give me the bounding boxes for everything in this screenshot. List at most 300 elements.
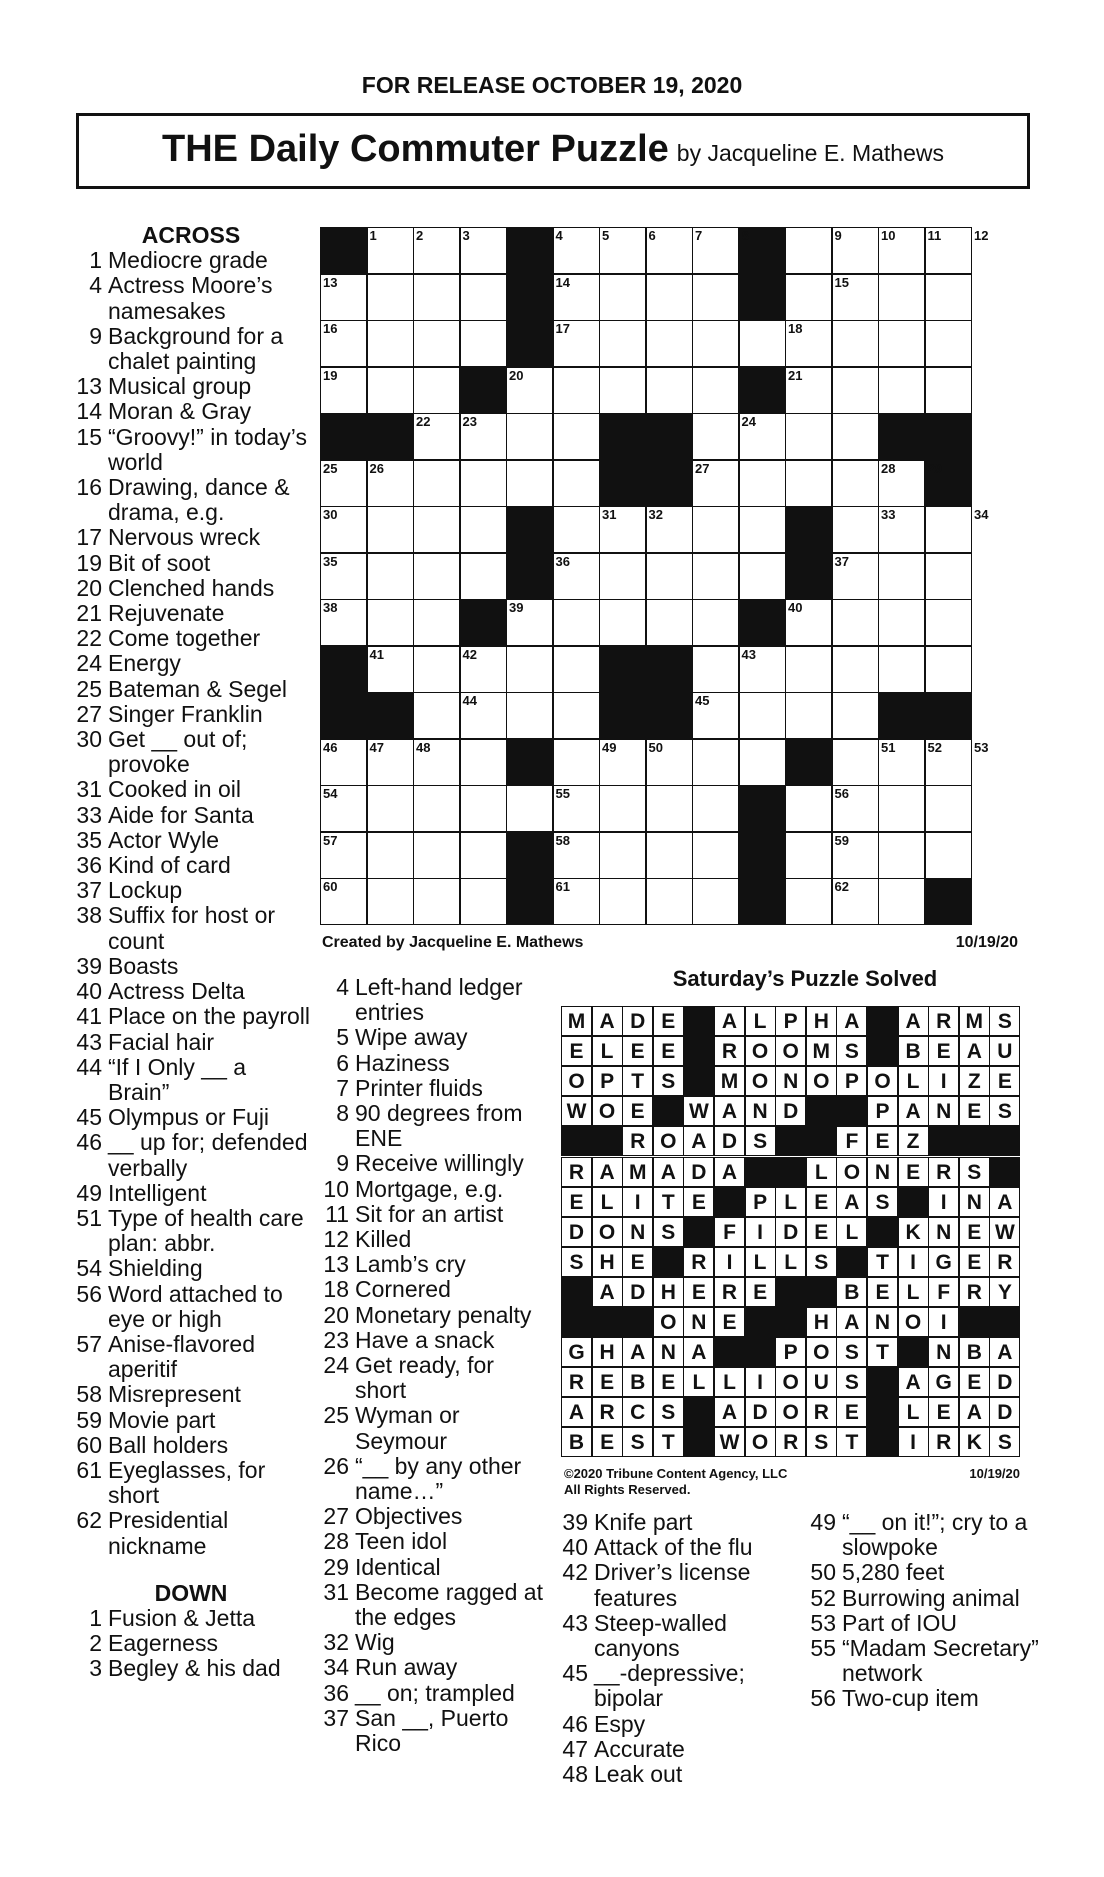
grid-cell[interactable]: [599, 878, 646, 925]
cell-number: 24: [741, 414, 756, 429]
grid-cell[interactable]: [878, 599, 925, 646]
solution-cell: B: [959, 1337, 990, 1367]
black-square: [320, 692, 367, 739]
solution-cell: H: [592, 1337, 623, 1367]
grid-cell[interactable]: [413, 646, 460, 693]
solution-black-square: [775, 1307, 806, 1337]
grid-cell[interactable]: [832, 460, 879, 507]
grid-cell[interactable]: [878, 646, 925, 693]
grid-cell[interactable]: [460, 506, 507, 553]
solution-cell: W: [714, 1427, 745, 1457]
solution-black-square: [714, 1337, 745, 1367]
grid-cell[interactable]: [646, 320, 693, 367]
solution-black-square: [867, 1427, 898, 1457]
grid-cell[interactable]: [599, 785, 646, 832]
solution-cell: E: [806, 1187, 837, 1217]
black-square: [599, 692, 646, 739]
across-clue: [72, 979, 310, 1004]
clue-text: Clenched hands: [108, 574, 275, 601]
grid-cell[interactable]: [925, 646, 972, 693]
cell-number: 55: [555, 786, 570, 801]
solution-cell: E: [592, 1367, 623, 1397]
solution-cell: R: [928, 1006, 959, 1036]
grid-cell[interactable]: [646, 599, 693, 646]
black-square: [506, 832, 553, 879]
grid-cell[interactable]: [367, 785, 414, 832]
clue-number: 40: [76, 978, 102, 1005]
black-square: [739, 832, 786, 879]
solution-cell: L: [775, 1247, 806, 1277]
grid-cell[interactable]: [785, 227, 832, 274]
solution-black-square: [775, 1157, 806, 1187]
solution-cell: K: [898, 1217, 929, 1247]
solution-cell: N: [959, 1187, 990, 1217]
across-clue: [72, 727, 310, 777]
grid-cell[interactable]: [413, 599, 460, 646]
clue-number: 13: [323, 1251, 349, 1278]
down-clue: [802, 1586, 1052, 1611]
solution-black-square: [806, 1277, 837, 1307]
across-clue: [72, 273, 310, 323]
grid-cell[interactable]: [460, 460, 507, 507]
solution-cell: N: [622, 1217, 653, 1247]
grid-cell[interactable]: [599, 553, 646, 600]
cell-number: 39: [509, 600, 524, 615]
clue-text: Actress Delta: [108, 978, 245, 1005]
grid-cell[interactable]: [460, 785, 507, 832]
grid-cell[interactable]: [692, 274, 739, 321]
down-clue: [319, 1252, 549, 1277]
across-clue: [72, 903, 310, 953]
grid-cell[interactable]: [599, 274, 646, 321]
grid-cell[interactable]: [925, 785, 972, 832]
black-square: [739, 785, 786, 832]
clue-number: 40: [562, 1534, 588, 1561]
clue-number: 54: [76, 1255, 102, 1282]
cell-number: 14: [555, 274, 570, 290]
grid-cell[interactable]: [413, 274, 460, 321]
cell-number: 59: [834, 832, 849, 848]
solution-cell: E: [745, 1277, 776, 1307]
grid-cell[interactable]: [646, 785, 693, 832]
clue-text: Wipe away: [355, 1024, 468, 1051]
down-clue: [558, 1762, 796, 1787]
across-clue: [72, 1382, 310, 1407]
across-clue: [72, 475, 310, 525]
clue-text: Cornered: [355, 1276, 451, 1303]
grid-cell[interactable]: [739, 460, 786, 507]
clue-text: “__ by any other name…”: [355, 1452, 522, 1505]
grid-cell[interactable]: [925, 367, 972, 414]
solution-cell: D: [683, 1157, 714, 1187]
cell-number: 26: [369, 460, 384, 476]
grid-cell[interactable]: [460, 320, 507, 367]
clue-number: 61: [76, 1456, 102, 1483]
black-square: [506, 739, 553, 786]
cell-number: 40: [788, 600, 803, 615]
clue-text: Steep-walled canyons: [594, 1609, 727, 1662]
down-clue: [72, 1606, 310, 1631]
clue-number: 39: [76, 952, 102, 979]
grid-cell[interactable]: [692, 553, 739, 600]
grid-cell[interactable]: [692, 785, 739, 832]
copyright-line-1: ©2020 Tribune Content Agency, LLC: [564, 1466, 788, 1481]
grid-cell[interactable]: [460, 739, 507, 786]
grid-cell[interactable]: [367, 506, 414, 553]
grid-cell[interactable]: [692, 320, 739, 367]
grid-cell[interactable]: [785, 785, 832, 832]
clue-number: 31: [323, 1578, 349, 1605]
clue-text: Receive willingly: [355, 1150, 524, 1177]
clue-text: Left-hand ledger entries: [355, 974, 523, 1026]
solution-cell: R: [806, 1397, 837, 1427]
grid-cell[interactable]: [739, 506, 786, 553]
grid-cell[interactable]: [692, 646, 739, 693]
grid-cell[interactable]: [692, 599, 739, 646]
clue-number: 22: [76, 625, 102, 652]
solution-cell: I: [745, 1217, 776, 1247]
black-square: [646, 413, 693, 460]
clue-number: 7: [336, 1074, 349, 1101]
grid-cell[interactable]: [785, 413, 832, 460]
down-clue: [319, 975, 549, 1025]
grid-cell[interactable]: [739, 553, 786, 600]
grid-cell[interactable]: [832, 320, 879, 367]
grid-cell[interactable]: [646, 878, 693, 925]
clue-text: Movie part: [108, 1406, 216, 1433]
grid-cell[interactable]: [413, 506, 460, 553]
grid-cell[interactable]: [367, 274, 414, 321]
grid-cell[interactable]: [553, 599, 600, 646]
clue-number: 35: [76, 826, 102, 853]
cell-number: 20: [509, 367, 524, 383]
solution-cell: R: [928, 1157, 959, 1187]
solution-cell: N: [928, 1096, 959, 1126]
grid-cell[interactable]: [692, 832, 739, 879]
clue-text: Espy: [594, 1710, 646, 1737]
black-square: [646, 460, 693, 507]
clue-number: 49: [810, 1509, 836, 1535]
solution-cell: G: [928, 1367, 959, 1397]
grid-cell[interactable]: [878, 878, 925, 925]
down-clue: [319, 1454, 549, 1504]
grid-cell[interactable]: [692, 506, 739, 553]
black-square: [506, 227, 553, 274]
clue-text: Come together: [108, 625, 261, 652]
grid-cell[interactable]: [832, 599, 879, 646]
solution-cell: R: [775, 1427, 806, 1457]
grid-cell[interactable]: [925, 274, 972, 321]
grid-cell[interactable]: [692, 878, 739, 925]
solution-cell: P: [775, 1006, 806, 1036]
solution-cell: O: [775, 1367, 806, 1397]
down-clue: [319, 1504, 549, 1529]
grid-cell[interactable]: [553, 367, 600, 414]
cell-number: 43: [741, 646, 756, 662]
solution-cell: T: [653, 1427, 684, 1457]
solution-cell: O: [653, 1126, 684, 1156]
solution-cell: F: [836, 1126, 867, 1156]
clue-number: 27: [76, 700, 102, 727]
grid-cell[interactable]: [832, 506, 879, 553]
grid-cell[interactable]: [413, 832, 460, 879]
grid-cell[interactable]: [506, 785, 553, 832]
across-clue: [72, 1105, 310, 1130]
byline: by Jacqueline E. Mathews: [676, 140, 944, 166]
solution-cell: A: [836, 1187, 867, 1217]
cell-number: 3: [462, 228, 470, 243]
across-clue: [72, 576, 310, 601]
down-clue: [802, 1510, 1052, 1560]
cell-number: 48: [416, 739, 431, 755]
cell-number: 50: [648, 739, 663, 755]
clue-number: 36: [76, 852, 102, 879]
grid-cell[interactable]: [413, 878, 460, 925]
solution-cell: T: [867, 1247, 898, 1277]
solution-cell: O: [745, 1036, 776, 1066]
solution-cell: Z: [959, 1066, 990, 1096]
down-clue: [802, 1611, 1052, 1636]
grid-cell[interactable]: [692, 413, 739, 460]
across-clue: [72, 1508, 310, 1558]
solution-cell: E: [959, 1247, 990, 1277]
grid-cell[interactable]: [506, 646, 553, 693]
grid-cell[interactable]: [553, 413, 600, 460]
clue-number: 46: [76, 1129, 102, 1156]
grid-cell[interactable]: [646, 832, 693, 879]
solution-cell: E: [806, 1217, 837, 1247]
clue-text: Printer fluids: [355, 1074, 483, 1101]
solution-cell: E: [959, 1217, 990, 1247]
clue-text: Type of health care plan: abbr.: [108, 1204, 304, 1257]
grid-cell[interactable]: [413, 367, 460, 414]
grid-cell[interactable]: [367, 367, 414, 414]
grid-cell[interactable]: [553, 646, 600, 693]
grid-cell[interactable]: [785, 832, 832, 879]
clue-number: 1: [89, 247, 102, 274]
cell-number: 4: [555, 228, 563, 243]
grid-cell[interactable]: [646, 367, 693, 414]
grid-cell[interactable]: [367, 832, 414, 879]
clue-number: 43: [562, 1609, 588, 1636]
down-clue: [319, 1328, 549, 1353]
grid-cell[interactable]: [506, 692, 553, 739]
grid-cell[interactable]: [506, 460, 553, 507]
clue-number: 28: [323, 1528, 349, 1555]
grid-cell[interactable]: [599, 320, 646, 367]
solution-cell: A: [989, 1187, 1020, 1217]
grid-cell[interactable]: [553, 739, 600, 786]
grid-cell[interactable]: [367, 320, 414, 367]
grid-cell[interactable]: [925, 599, 972, 646]
grid-cell[interactable]: [460, 878, 507, 925]
grid-cell[interactable]: [925, 832, 972, 879]
down-clue: [319, 1555, 549, 1580]
solution-cell: W: [561, 1096, 592, 1126]
down-clue: [319, 1025, 549, 1050]
down-clue: [319, 1202, 549, 1227]
grid-cell[interactable]: [925, 320, 972, 367]
clue-text: Background for a chalet painting: [108, 322, 284, 375]
copyright: [564, 1466, 787, 1498]
clue-number: 12: [323, 1226, 349, 1253]
grid-cell[interactable]: [832, 739, 879, 786]
clue-number: 42: [562, 1559, 588, 1586]
grid-cell[interactable]: [878, 274, 925, 321]
grid-cell[interactable]: [553, 506, 600, 553]
solution-black-square: [806, 1126, 837, 1156]
grid-cell[interactable]: [413, 320, 460, 367]
grid-cell[interactable]: [878, 785, 925, 832]
across-clue: [72, 399, 310, 424]
grid-cell[interactable]: [739, 692, 786, 739]
grid-cell[interactable]: [925, 553, 972, 600]
solution-cell: H: [653, 1277, 684, 1307]
down-clue: [319, 1227, 549, 1252]
solution-black-square: [775, 1126, 806, 1156]
solution-black-square: [989, 1157, 1020, 1187]
solution-cell: N: [928, 1217, 959, 1247]
across-clue: [72, 324, 310, 374]
solution-cell: E: [561, 1036, 592, 1066]
grid-cell[interactable]: [367, 599, 414, 646]
solution-black-square: [836, 1096, 867, 1126]
cell-number: 34: [974, 507, 989, 522]
clue-text: Eyeglasses, for short: [108, 1456, 266, 1509]
grid-cell[interactable]: [646, 274, 693, 321]
cell-number: 27: [695, 460, 710, 476]
grid-cell[interactable]: [692, 367, 739, 414]
grid-cell[interactable]: [413, 692, 460, 739]
clue-text: Get __ out of; provoke: [108, 726, 248, 778]
solution-cell: N: [775, 1066, 806, 1096]
grid-cell[interactable]: [878, 553, 925, 600]
grid-cell[interactable]: [553, 460, 600, 507]
grid-cell[interactable]: [646, 553, 693, 600]
grid-cell[interactable]: [460, 553, 507, 600]
clue-text: Rejuvenate: [108, 600, 225, 627]
clue-text: Identical: [355, 1553, 441, 1580]
solution-cell: E: [959, 1096, 990, 1126]
clue-number: 24: [323, 1352, 349, 1379]
clue-number: 57: [76, 1330, 102, 1357]
solution-cell: I: [622, 1187, 653, 1217]
across-clue: [72, 853, 310, 878]
solution-black-square: [745, 1337, 776, 1367]
grid-cell[interactable]: [832, 646, 879, 693]
grid-cell[interactable]: [925, 506, 972, 553]
solution-cell: N: [867, 1157, 898, 1187]
grid-cell[interactable]: [367, 553, 414, 600]
clue-text: Part of IOU: [842, 1609, 958, 1636]
down-clue: [319, 1706, 549, 1756]
black-square: [785, 553, 832, 600]
grid-cell[interactable]: [599, 599, 646, 646]
solution-cell: S: [989, 1096, 1020, 1126]
grid-cell[interactable]: [739, 739, 786, 786]
grid-cell[interactable]: [878, 320, 925, 367]
solution-cell: L: [745, 1006, 776, 1036]
across-clue: [72, 1004, 310, 1029]
clue-text: Facial hair: [108, 1028, 215, 1055]
grid-cell[interactable]: [692, 739, 739, 786]
grid-cell[interactable]: [785, 274, 832, 321]
grid-cell[interactable]: [832, 692, 879, 739]
solution-cell: R: [561, 1367, 592, 1397]
solution-cell: D: [989, 1367, 1020, 1397]
solution-black-square: [683, 1217, 714, 1247]
grid-cell[interactable]: [413, 553, 460, 600]
across-clue: [72, 677, 310, 702]
down-clue: [558, 1535, 796, 1560]
solution-cell: A: [714, 1096, 745, 1126]
grid-cell[interactable]: [553, 692, 600, 739]
clue-number: 5: [336, 1024, 349, 1051]
solution-cell: F: [928, 1277, 959, 1307]
grid-cell[interactable]: [785, 646, 832, 693]
cell-number: 53: [974, 739, 989, 755]
solution-cell: S: [806, 1427, 837, 1457]
grid-cell[interactable]: [460, 274, 507, 321]
cell-number: 5: [602, 228, 610, 243]
solution-date: 10/19/20: [969, 1466, 1020, 1481]
clue-number: 6: [336, 1049, 349, 1076]
solution-black-square: [714, 1187, 745, 1217]
clue-column-1: [72, 223, 310, 1682]
grid-cell[interactable]: [878, 832, 925, 879]
grid-cell[interactable]: [460, 832, 507, 879]
black-square: [739, 367, 786, 414]
grid-cell[interactable]: [878, 367, 925, 414]
cell-number: 11: [927, 228, 942, 243]
down-clue: [319, 1529, 549, 1554]
grid-cell[interactable]: [413, 785, 460, 832]
solution-cell: Z: [898, 1126, 929, 1156]
clue-number: 24: [76, 650, 102, 677]
solution-black-square: [867, 1036, 898, 1066]
solution-cell: A: [714, 1397, 745, 1427]
solution-cell: B: [836, 1277, 867, 1307]
solution-black-square: [683, 1066, 714, 1096]
grid-cell[interactable]: [785, 460, 832, 507]
clue-number: 21: [76, 600, 102, 627]
down-clue: [72, 1656, 310, 1681]
solution-cell: R: [959, 1277, 990, 1307]
grid-cell[interactable]: [832, 367, 879, 414]
grid-cell[interactable]: [832, 413, 879, 460]
grid-cell[interactable]: [413, 460, 460, 507]
solution-cell: A: [898, 1006, 929, 1036]
solution-cell: A: [989, 1337, 1020, 1367]
grid-cell[interactable]: [599, 367, 646, 414]
clue-number: 51: [76, 1204, 102, 1231]
clue-text: Haziness: [355, 1049, 450, 1076]
grid-cell[interactable]: [367, 878, 414, 925]
grid-cell[interactable]: [599, 832, 646, 879]
solution-cell: H: [806, 1307, 837, 1337]
solution-cell: S: [745, 1126, 776, 1156]
grid-cell[interactable]: [785, 878, 832, 925]
solution-cell: E: [653, 1367, 684, 1397]
cell-number: 18: [788, 321, 803, 336]
grid-cell[interactable]: [739, 320, 786, 367]
solution-cell: E: [928, 1036, 959, 1066]
grid-cell[interactable]: [506, 413, 553, 460]
clue-text: Leak out: [594, 1761, 683, 1788]
grid-cell[interactable]: [785, 692, 832, 739]
solution-cell: U: [989, 1036, 1020, 1066]
solution-cell: T: [867, 1337, 898, 1367]
